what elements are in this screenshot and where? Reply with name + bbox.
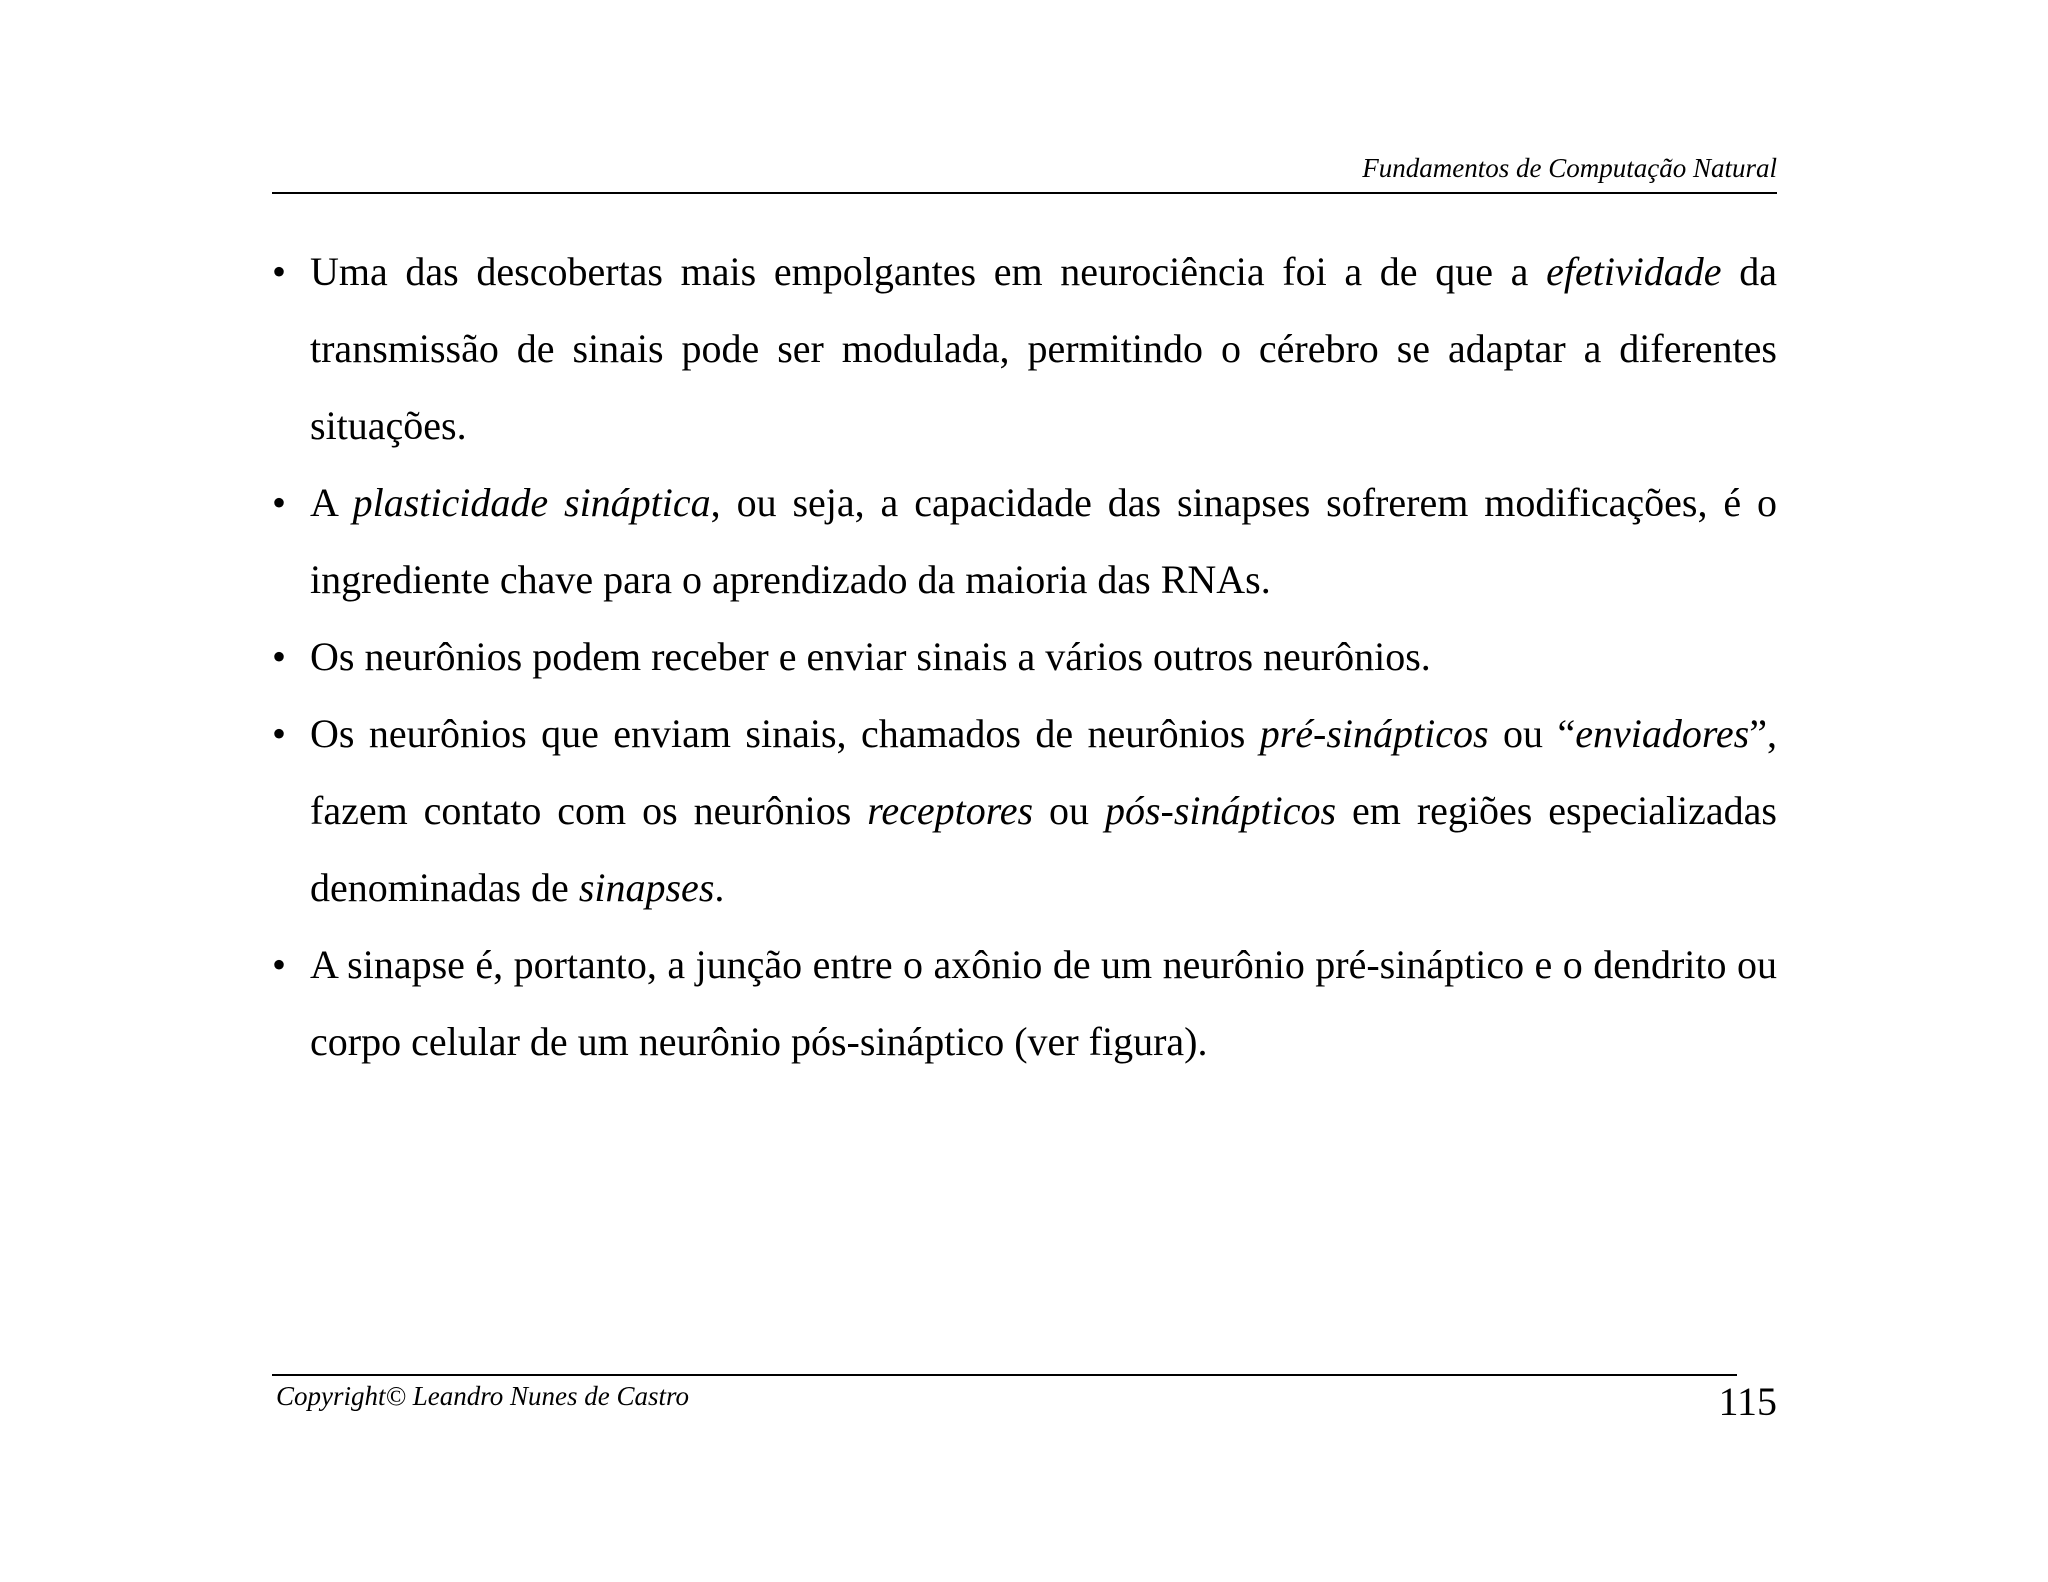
bullet-text-segment: .: [714, 865, 725, 910]
page-number: 115: [1718, 1379, 1777, 1424]
bullet-text-segment: ou “: [1488, 711, 1576, 756]
bullet-text-segment: ou: [1033, 788, 1105, 833]
bullet-dot: •: [272, 249, 287, 294]
bullet-text-segment: ”, fazem contato com os neurônios: [310, 711, 1777, 833]
bullet-dot: •: [272, 711, 287, 756]
page-header: [272, 150, 1777, 194]
bullet-item: [272, 695, 1777, 926]
bullet-text-segment: da transmissão de sinais pode ser modulada, permitindo o cérebro se adaptar a diferentes situações.: [310, 249, 1777, 448]
bullet-list: [272, 233, 1777, 1080]
bullet-text-italic: receptores: [867, 788, 1034, 833]
bullet-text-segment: A sinapse é, portanto, a junção entre o axônio de um neurônio pré-sináptico e o dendrito ou corpo celular de um neurônio pós-sináptico (ver figura).: [310, 942, 1777, 1064]
bullet-text-segment: , ou seja, a capacidade das sinapses sofrerem modificações, é o ingrediente chave para o aprendizado da maioria das RNAs.: [310, 480, 1777, 602]
bullet-dot: •: [272, 942, 287, 987]
bullet-dot: •: [272, 480, 287, 525]
bullet-dot: •: [272, 634, 287, 679]
bullet-text-segment: Os neurônios podem receber e enviar sinais a vários outros neurônios.: [310, 634, 1431, 679]
bullet-text-segment: em regiões especializadas denominadas de: [310, 788, 1777, 910]
bullet-text-italic: sinapses: [578, 865, 715, 910]
bullet-text-italic: efetividade: [1546, 249, 1722, 294]
bullet-text-italic: pós-sinápticos: [1104, 788, 1337, 833]
bullet-item: [272, 233, 1777, 464]
bullet-item: [272, 618, 1777, 695]
footer-copyright: Copyright© Leandro Nunes de Castro: [276, 1381, 690, 1411]
bullet-text-italic: enviadores: [1575, 711, 1750, 756]
bullet-text-segment: A: [310, 480, 353, 525]
bullet-item: [272, 464, 1777, 618]
page-footer: [272, 1374, 1737, 1411]
bullet-text-segment: Uma das descobertas mais empolgantes em neurociência foi a de que a: [310, 249, 1547, 294]
bullet-text-italic: plasticidade sináptica: [352, 480, 711, 525]
header-title: Fundamentos de Computação Natural: [1362, 153, 1777, 183]
bullet-text-segment: Os neurônios que enviam sinais, chamados de neurônios: [310, 711, 1260, 756]
bullet-text-italic: pré-sinápticos: [1259, 711, 1489, 756]
bullet-item: [272, 926, 1777, 1080]
